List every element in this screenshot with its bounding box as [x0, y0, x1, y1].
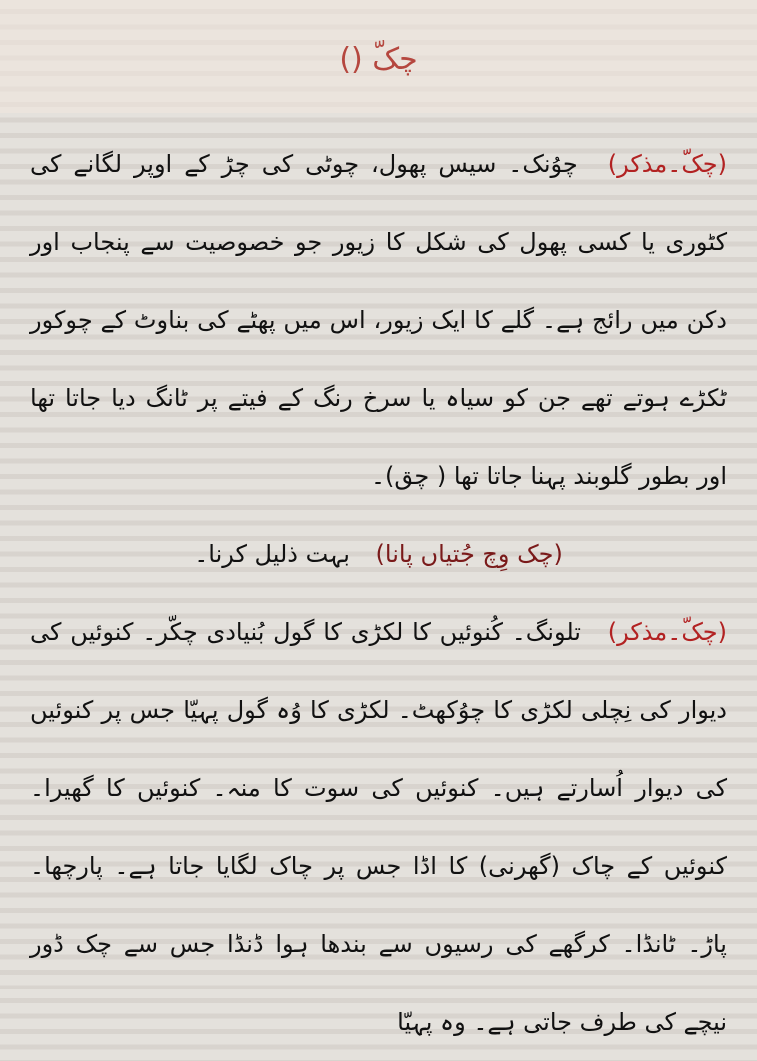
entry-3-line-3: اُسارتے ہیں۔ کنوئیں کی سوت کا منہ۔ کنوئیں کا گھیرا۔ کنوئیں کے چاک	[30, 774, 727, 880]
entry-3-line-4: (گھرنی) کا اڈا جس پر چاک لگایا جاتا ہے۔ پارچھا۔ پاڑ۔ ٹانڈا۔ کرگھے کی	[30, 852, 727, 958]
entry-3-line-1: تلونگ۔ کُنوئیں کا لکڑی کا گول بُنیادی چکّر۔ کنوئیں کی	[30, 618, 581, 646]
entry-1-headword: (چکّ۔مذکر)	[607, 150, 727, 178]
entry-1-line-4: سیاہ یا سرخ رنگ کے فیتے پر ٹانگ دیا جاتا تھا اور بطور گلوبند پہنا جاتا تھا (	[30, 384, 727, 490]
entry-3	[30, 593, 727, 1061]
dictionary-content	[30, 125, 727, 1061]
page-title: چکّ ()	[339, 42, 418, 77]
entry-1-line-2: کسی پھول کی شکل کا زیور جو خصوصیت سے پنجاب اور دکن میں رائج ہے۔	[30, 228, 727, 334]
entry-2-phrase: (چک وِچ جُتیاں پانا)	[375, 540, 563, 568]
entry-3-line-5: رسیوں سے بندھا ہوا ڈنڈا جس سے چک ڈور نیچے کی طرف جاتی ہے۔ وہ پہیّا	[30, 930, 727, 1036]
entry-3-headword: (چکّ۔مذکر)	[607, 618, 727, 646]
entry-1-line-5: چق)۔	[370, 462, 430, 490]
entry-3-line-2: دیوار کی نِچلی لکڑی کا چوُکھٹ۔ لکڑی کا وُہ گول پہیّا جس پر کنوئیں کی دیوار	[30, 696, 727, 802]
entry-1-line-3: گلے کا ایک زیور، اس میں پھٹے کی بناوٹ کے چوکور ٹکڑے ہوتے تھے جن کو	[30, 306, 727, 412]
entry-1	[30, 125, 727, 515]
entry-2	[30, 515, 727, 593]
entry-2-text: بہت ذلیل کرنا۔	[194, 540, 350, 568]
entry-1-line-1: چوُنک۔ سیس پھول، چوٹی کی چڑ کے اوپر لگانے کی کٹوری یا	[30, 150, 727, 256]
